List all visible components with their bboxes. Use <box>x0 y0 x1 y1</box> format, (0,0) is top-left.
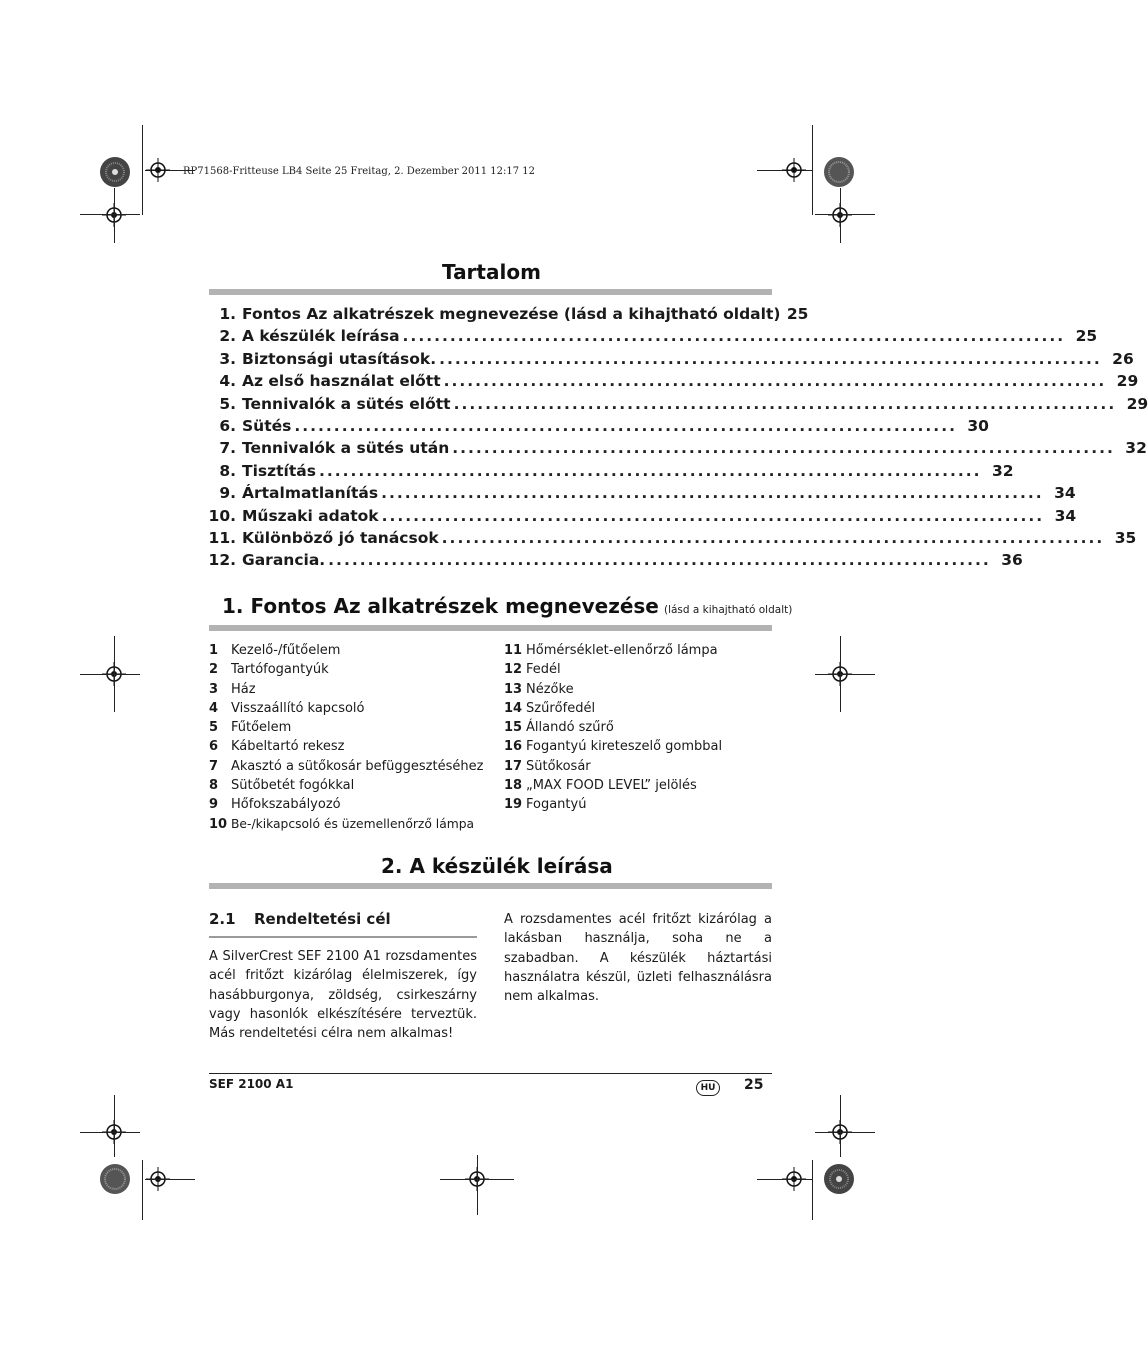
toc-row[interactable]: 11. Különböző jó tanácsok .................................................................................... 35 <box>208 528 1137 547</box>
section1-rule <box>209 625 772 631</box>
toc-row[interactable]: 5. Tennivalók a sütés előtt .................................................................................... 29 <box>219 394 1148 413</box>
parts-list-right <box>504 641 772 815</box>
toc-row[interactable]: 2. A készülék leírása .................................................................................... 25 <box>219 327 1098 346</box>
section2-rule <box>209 883 772 889</box>
toc-row[interactable]: 3. Biztonsági utasítások. .................................................................................... 26 <box>219 349 1134 368</box>
toc-row[interactable]: 8. Tisztítás .................................................................................... 32 <box>219 461 1014 480</box>
subsection-number: 2.1 <box>209 910 236 928</box>
toc-row[interactable]: 4. Az első használat előtt .................................................................................... 29 <box>219 372 1139 391</box>
section2-heading: 2. A készülék leírása <box>381 854 613 878</box>
color-rosette-icon <box>99 156 131 188</box>
list-item: 4 Visszaállító kapcsoló <box>209 700 365 716</box>
section1-heading-note: (lásd a kihajtható oldalt) <box>663 604 793 616</box>
color-rosette-icon <box>823 156 855 188</box>
subsection-title: Rendeltetési cél <box>254 910 391 928</box>
language-badge: HU <box>696 1080 720 1096</box>
subsection-heading <box>209 910 391 928</box>
list-item: 17 Sütőkosár <box>504 758 591 774</box>
list-item: 7 Akasztó a sütőkosár befüggesztéséhez <box>209 758 484 774</box>
toc-row[interactable]: 1. Fontos Az alkatrészek megnevezése (lásd a kihajtható oldalt) 25 <box>219 305 809 323</box>
registration-mark-icon <box>782 158 806 182</box>
list-item: 13 Nézőke <box>504 681 574 697</box>
color-rosette-icon <box>99 1163 131 1195</box>
list-item: 12 Fedél <box>504 662 561 678</box>
list-item: 15 Állandó szűrő <box>504 720 614 736</box>
list-item: 2 Tartófogantyúk <box>209 662 329 678</box>
section1-title: 1. Fontos Az alkatrészek megnevezése <box>222 594 659 618</box>
registration-mark-icon <box>146 158 170 182</box>
list-item: 9 Hőfokszabályozó <box>209 797 341 813</box>
toc-row[interactable]: 10. Műszaki adatok .................................................................................... 34 <box>208 506 1077 525</box>
subsection-rule <box>209 936 477 938</box>
list-item: 3 Ház <box>209 681 256 697</box>
list-item: 18 „MAX FOOD LEVEL” jelölés <box>504 778 697 794</box>
table-of-contents <box>206 305 1148 574</box>
page-number: 25 <box>744 1077 764 1093</box>
toc-row[interactable]: 7. Tennivalók a sütés után .................................................................................... 32 <box>219 439 1147 458</box>
list-item: 8 Sütőbetét fogókkal <box>209 778 355 794</box>
color-rosette-icon <box>823 1163 855 1195</box>
list-item: 16 Fogantyú kireteszelő gombbal <box>504 739 723 755</box>
toc-heading: Tartalom <box>442 260 541 284</box>
toc-row[interactable]: 6. Sütés .................................................................................... 30 <box>219 416 989 435</box>
footer-model: SEF 2100 A1 <box>209 1077 294 1091</box>
list-item: 14 Szűrőfedél <box>504 700 596 716</box>
parts-list-left <box>209 641 494 834</box>
toc-row[interactable]: 12. Garancia. .................................................................................... 36 <box>208 551 1023 570</box>
paragraph-right: A rozsdamentes acél fritőzt kizárólag a lakásban használja, soha ne a szabadban. A készülék háztartási használatra készül, üzleti felhasználásra nem alkalmas. <box>504 912 772 1005</box>
list-item: 6 Kábeltartó rekesz <box>209 739 345 755</box>
print-header-line: RP71568-Fritteuse LB4 Seite 25 Freitag, 2. Dezember 2011 12:17 12 <box>183 166 536 177</box>
footer-rule <box>209 1073 772 1074</box>
list-item: 5 Fűtőelem <box>209 720 292 736</box>
toc-rule <box>209 289 772 295</box>
paragraph-left: A SilverCrest SEF 2100 A1 rozsdamentes acél fritőzt kizárólag élelmiszerek, így hasábburgonya, zöldség, csirkeszárny vagy hasonlók elkészítésére terveztük. Más rendeltetési célra nem alkalmas! <box>209 949 477 1042</box>
section1-heading <box>222 594 792 618</box>
toc-row[interactable]: 9. Ártalmatlanítás .................................................................................... 34 <box>219 484 1076 503</box>
list-item: 10 Be-/kikapcsoló és üzemellenőrző lámpa <box>209 816 475 832</box>
list-item: 1 Kezelő-/fűtőelem <box>209 643 341 658</box>
list-item: 11 Hőmérséklet-ellenőrző lámpa <box>504 643 718 658</box>
list-item: 19 Fogantyú <box>504 797 587 813</box>
